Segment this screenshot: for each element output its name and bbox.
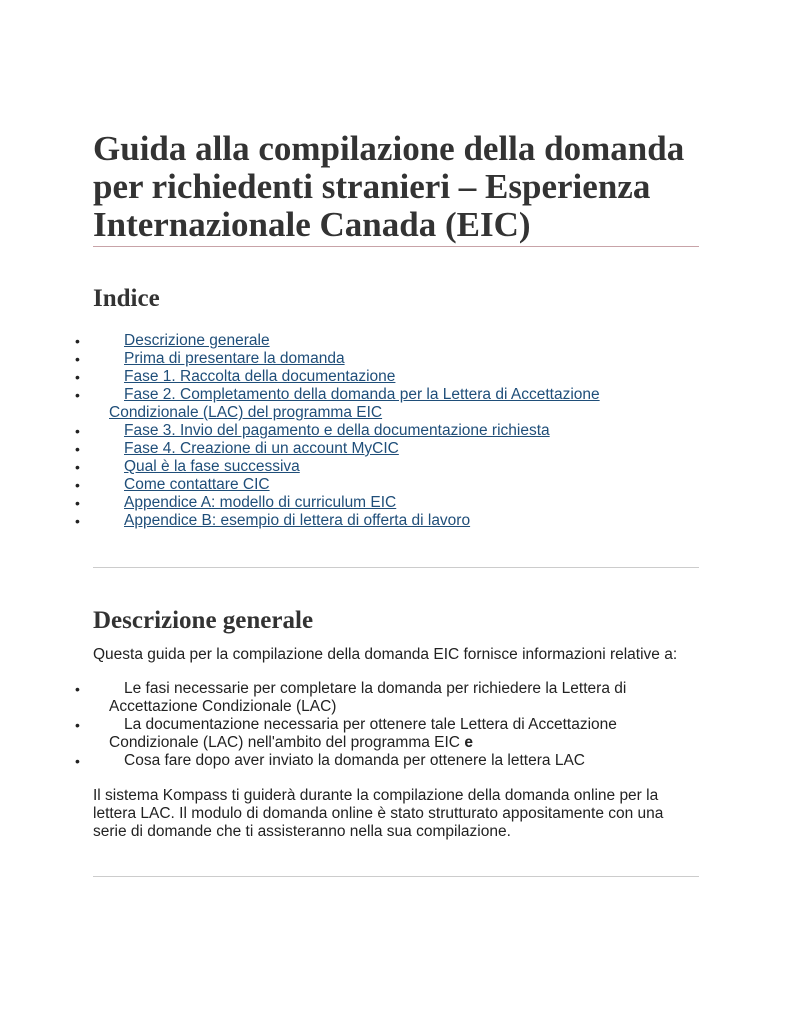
paragraph-line2: lettera LAC. Il modulo di domanda online è stato strutturato appositamente con una [93, 805, 664, 822]
bullet-icon: • [75, 369, 80, 385]
bullet-icon: • [75, 513, 80, 529]
bullet-icon: • [75, 333, 80, 349]
bullet-text-line1: Cosa fare dopo aver inviato la domanda per ottenere la lettera LAC [124, 752, 585, 769]
toc-heading: Indice [93, 285, 160, 312]
bullet-icon: • [75, 387, 80, 403]
bullet-icon: • [75, 441, 80, 457]
bullet-text-line1: Le fasi necessarie per completare la domanda per richiedere la Lettera di [124, 680, 627, 697]
divider [93, 567, 699, 568]
toc-item [75, 458, 699, 476]
bullet-icon: • [75, 753, 80, 769]
bullet-icon: • [75, 681, 80, 697]
list-item [75, 716, 699, 752]
bullet-text-line2: Condizionale (LAC) nell'ambito del programma EIC [109, 734, 461, 751]
bullet-bold-suffix: e [464, 734, 473, 751]
toc-link-fase-3[interactable]: Fase 3. Invio del pagamento e della documentazione richiesta [124, 422, 550, 439]
overview-paragraph [93, 787, 699, 841]
toc-item [75, 386, 699, 422]
toc-item [75, 332, 699, 350]
overview-bullet-list [75, 680, 699, 770]
list-item [75, 752, 699, 770]
toc-link-prima-di-presentare[interactable]: Prima di presentare la domanda [124, 350, 345, 367]
toc-link-contattare-cic[interactable]: Come contattare CIC [124, 476, 270, 493]
toc-item [75, 368, 699, 386]
bullet-icon: • [75, 495, 80, 511]
toc-item [75, 422, 699, 440]
toc-link-fase-1[interactable]: Fase 1. Raccolta della documentazione [124, 368, 396, 385]
bullet-text-line1: La documentazione necessaria per ottenere tale Lettera di Accettazione [124, 716, 617, 733]
toc-item [75, 476, 699, 494]
toc-link-fase-2-line1: Fase 2. Completamento della domanda per la Lettera di Accettazione [124, 386, 600, 403]
toc-item [75, 494, 699, 512]
toc-link-appendice-b[interactable]: Appendice B: esempio di lettera di offerta di lavoro [124, 512, 471, 529]
toc-item [75, 440, 699, 458]
toc-link-fase-2-line2: Condizionale (LAC) del programma EIC [109, 404, 383, 421]
overview-heading: Descrizione generale [93, 607, 314, 634]
toc-list [75, 332, 699, 530]
bullet-text-line2: Accettazione Condizionale (LAC) [109, 698, 337, 715]
paragraph-line1: Il sistema Kompass ti guiderà durante la compilazione della domanda online per la [93, 787, 659, 804]
toc-item [75, 512, 699, 530]
document-title: Guida alla compilazione della domanda per richiedenti stranieri – Esperienza Internazionale Canada (EIC) [93, 130, 699, 247]
bullet-icon: • [75, 477, 80, 493]
toc-item [75, 350, 699, 368]
paragraph-line3: serie di domande che ti assisteranno nella sua compilazione. [93, 823, 511, 840]
bullet-icon: • [75, 351, 80, 367]
divider [93, 876, 699, 877]
toc-link-appendice-a[interactable]: Appendice A: modello di curriculum EIC [124, 494, 397, 511]
bullet-icon: • [75, 717, 80, 733]
overview-intro: Questa guida per la compilazione della domanda EIC fornisce informazioni relative a: [93, 646, 678, 663]
bullet-icon: • [75, 459, 80, 475]
list-item [75, 680, 699, 716]
toc-link-descrizione-generale[interactable]: Descrizione generale [124, 332, 270, 349]
toc-link-fase-4[interactable]: Fase 4. Creazione di un account MyCIC [124, 440, 399, 457]
bullet-icon: • [75, 423, 80, 439]
toc-link-fase-successiva[interactable]: Qual è la fase successiva [124, 458, 300, 475]
toc-link-fase-2[interactable] [109, 386, 600, 421]
document-page [75, 129, 699, 877]
